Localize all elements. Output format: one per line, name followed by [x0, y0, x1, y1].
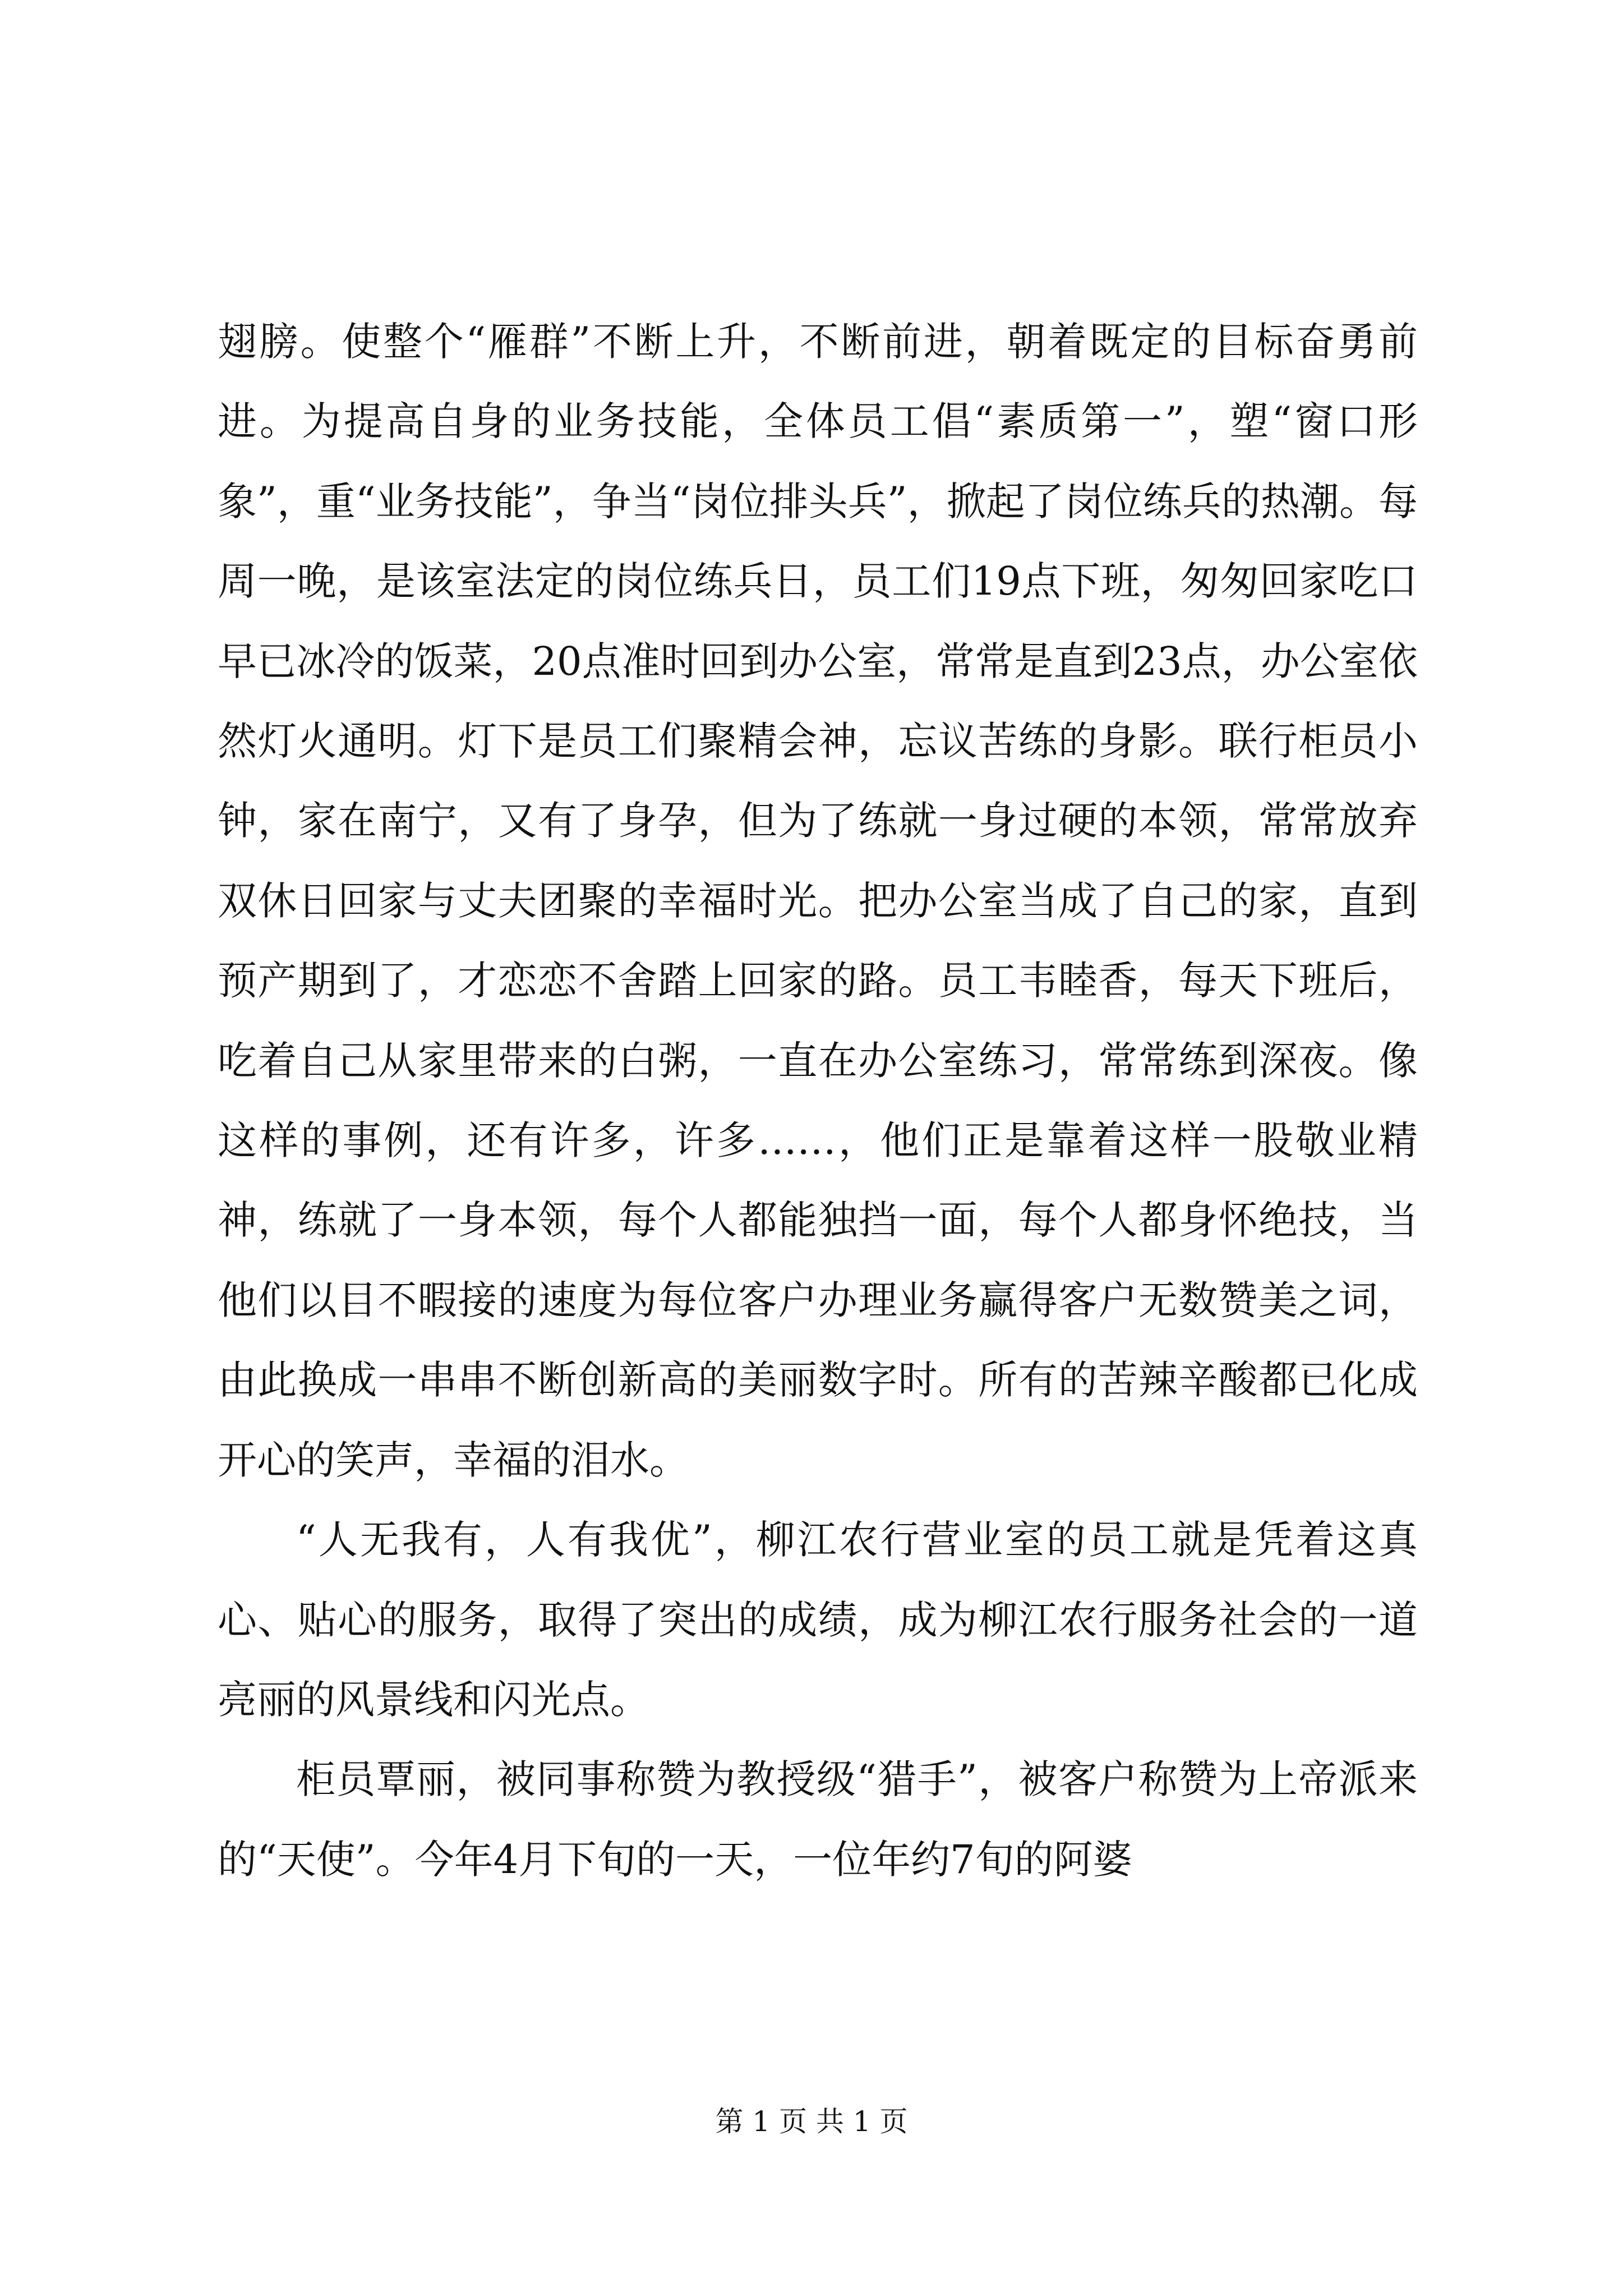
- paragraph-2: “人无我有，人有我优”，柳江农行营业室的员工就是凭着这真心、贴心的服务，取得了突出的成绩，成为柳江农行服务社会的一道亮丽的风景线和闪光点。: [218, 1517, 1418, 1723]
- page-footer: 第 1 页 共 1 页: [715, 2105, 908, 2138]
- document-body: [218, 302, 1418, 1899]
- paragraph-1: 翅膀。使整个“雁群”不断上升，不断前进，朝着既定的目标奋勇前进。为提高自身的业务技能，全体员工倡“素质第一”，塑“窗口形象”，重“业务技能”，争当“岗位排头兵”，掀起了岗位练兵的热潮。每周一晚，是该室法定的岗位练兵日，员工们19点下班，匆匆回家吃口早已冰冷的饭菜，20点准时回到办公室，常常是直到23点，办公室依然灯火通明。灯下是员工们聚精会神，忘议苦练的身影。联行柜员小钟，家在南宁，又有了身孕，但为了练就一身过硬的本领，常常放弃双休日回家与丈夫团聚的幸福时光。把办公室当成了自己的家，直到预产期到了，才恋恋不舍踏上回家的路。员工韦睦香，每天下班后，吃着自己从家里带来的白粥，一直在办公室练习，常常练到深夜。像这样的事例，还有许多，许多……，他们正是靠着这样一股敬业精神，练就了一身本领，每个人都能独挡一面，每个人都身怀绝技，当他们以目不暇接的速度为每位客户办理业务赢得客户无数赞美之词，由此换成一串串不断创新高的美丽数字时。所有的苦辣辛酸都已化成开心的笑声，幸福的泪水。: [218, 319, 1418, 1483]
- paragraph-3: 柜员覃丽，被同事称赞为教授级“猎手”，被客户称赞为上帝派来的“天使”。今年4月下旬的一天，一位年约7旬的阿婆: [218, 1756, 1418, 1883]
